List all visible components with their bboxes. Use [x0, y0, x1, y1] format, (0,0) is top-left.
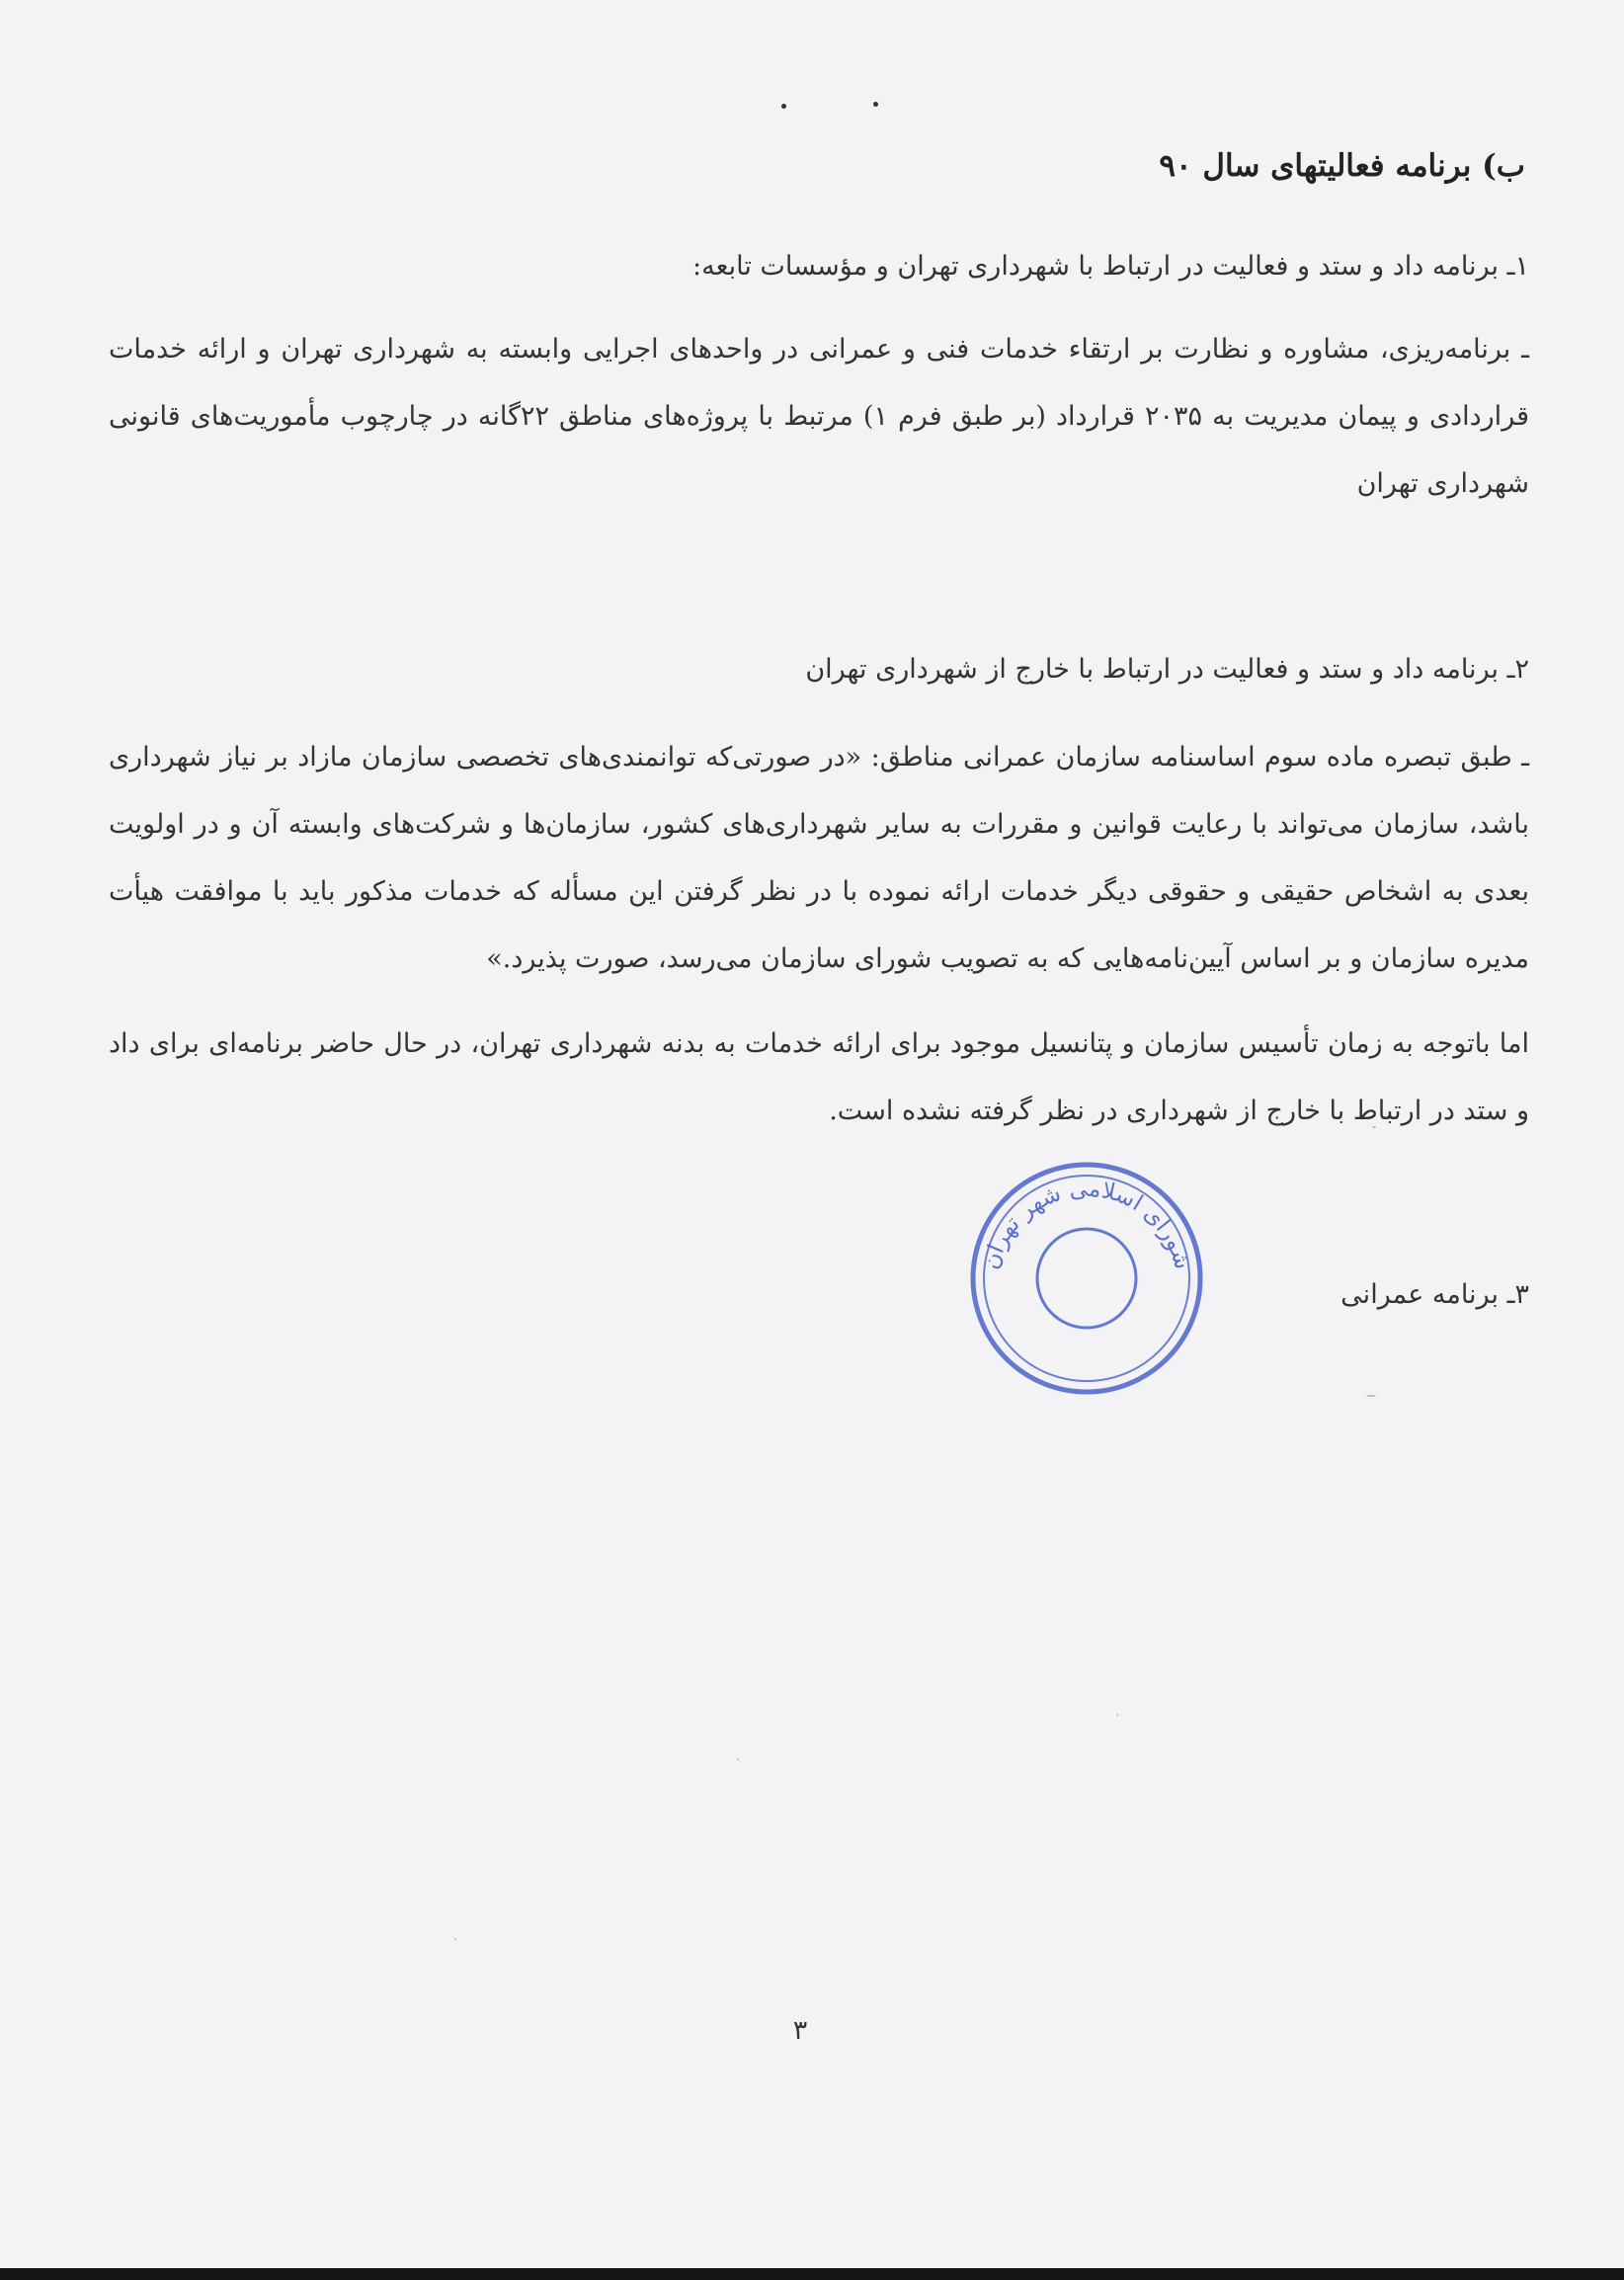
paper-speck: [1372, 1126, 1376, 1128]
page-number: ۳: [792, 2015, 808, 2046]
paper-speck: [737, 1758, 739, 1760]
section3-title: ۳ـ برنامه عمرانی: [1340, 1279, 1529, 1310]
punch-mark-left: [781, 104, 786, 109]
section2-paragraph1: ـ طبق تبصره ماده سوم اساسنامه سازمان عمرانی مناطق: «در صورتی‌که توانمندی‌های تخصصی سازمان مازاد بر نیاز شهرداری باشد، سازمان می‌تواند با رعایت قوانین و مقررات به سایر شهرداری‌های کشور، سازمان‌ها و شرکت‌های وابسته آن و در اولویت بعدی به اشخاص حقیقی و حقوقی دیگر خدمات ارائه نموده با در نظر گرفتن این مسأله که خدمات مذکور باید با موافقت هیأت مدیره سازمان و بر اساس آیین‌نامه‌هایی که به تصویب شورای سازمان می‌رسد، صورت پذیرد.»: [109, 742, 1529, 974]
svg-text:شورای اسلامی شهر تهران: [978, 1176, 1195, 1271]
section1-paragraph: ـ برنامه‌ریزی، مشاوره و نظارت بر ارتقاء خدمات فنی و عمرانی در واحدهای اجرایی وابسته به شهرداری تهران و ارائه خدمات قراردادی و پیمان مدیریت به ۲۰۳۵ قرارداد (بر طبق فرم ۱) مرتبط با پروژه‌های مناطق ۲۲گانه در چارچوب مأموریت‌های قانونی شهرداری تهران: [109, 334, 1529, 499]
section2-title: ۲ـ برنامه داد و ستد و فعالیت در ارتباط با خارج از شهرداری تهران: [805, 654, 1529, 685]
council-seal-stamp: [966, 1158, 1207, 1399]
seal-text: شورای اسلامی شهر تهران: [977, 1176, 1196, 1272]
section1-title: ۱ـ برنامه داد و ستد و فعالیت در ارتباط با شهرداری تهران و مؤسسات تابعه:: [692, 251, 1529, 282]
paper-speck: [1116, 1714, 1118, 1716]
paper-speck: [1366, 1395, 1376, 1397]
scan-edge: [0, 2268, 1624, 2280]
section-heading: ب) برنامه فعالیتهای سال ۹۰: [1159, 148, 1525, 184]
punch-mark-right: [873, 102, 878, 107]
section2-paragraph2: اما باتوجه به زمان تأسیس سازمان و پتانسیل موجود برای ارائه خدمات به بدنه شهرداری تهران، در حال حاضر برنامه‌ای برای داد و ستد در ارتباط با خارج از شهرداری در نظر گرفته نشده است.: [109, 1028, 1529, 1126]
paper-speck: [454, 1938, 456, 1940]
